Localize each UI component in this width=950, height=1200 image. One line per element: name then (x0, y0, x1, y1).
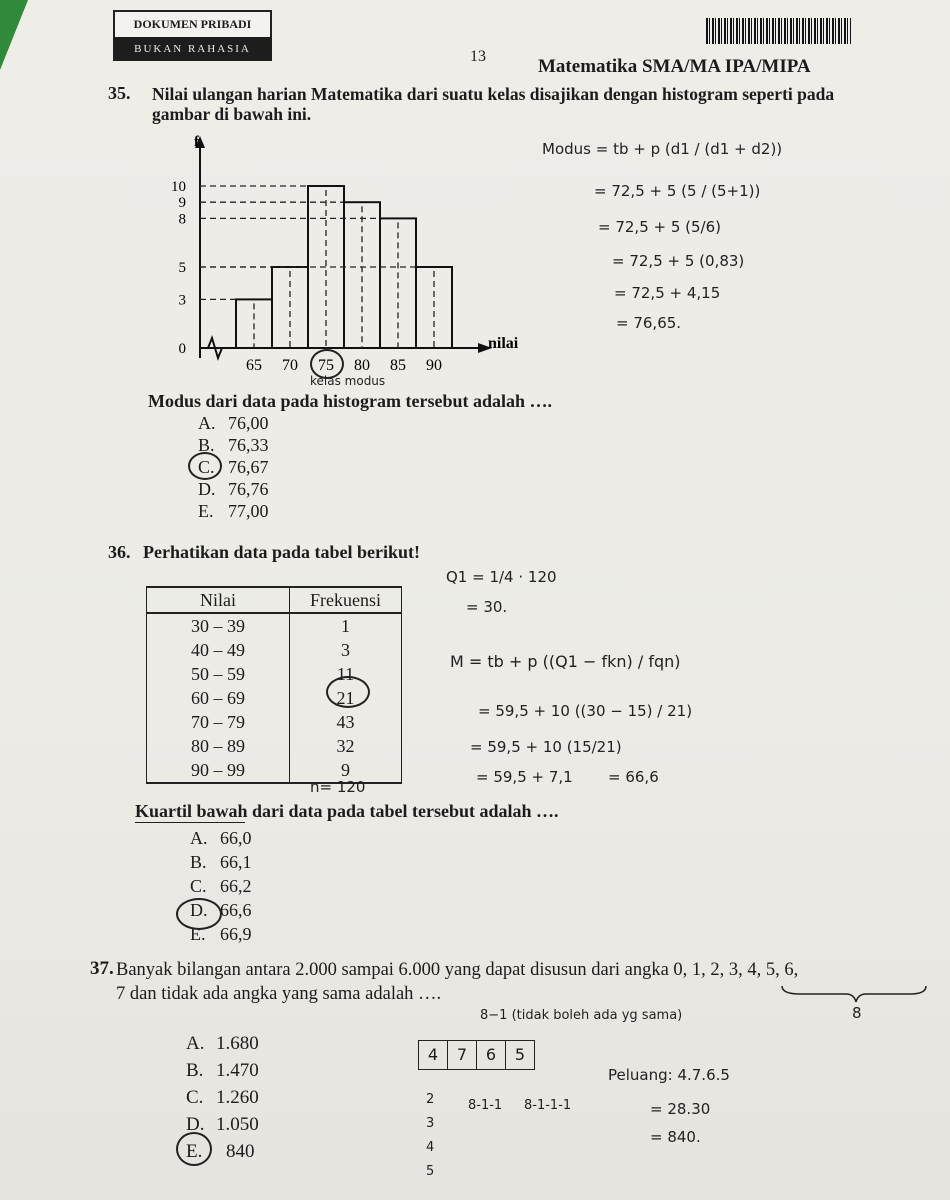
cell-frekuensi: 43 (290, 710, 402, 734)
doc-sub-label: BUKAN RAHASIA (113, 37, 272, 61)
cell-nilai: 60 – 69 (147, 686, 290, 710)
table-row (147, 710, 402, 734)
q36-option-e[interactable]: E. 66,9 (190, 924, 252, 944)
header-frekuensi: Frekuensi (290, 587, 402, 613)
q35-option-c[interactable]: C. 76,67 (198, 457, 269, 477)
histogram-bar (344, 202, 380, 348)
hw-m-step3: = 59,5 + 7,1 (476, 768, 573, 786)
q36-option-d[interactable]: D. 66,6 (190, 900, 252, 920)
hw-calc2: = 840. (650, 1128, 701, 1146)
hw-q1-b: = 30. (466, 598, 508, 616)
hw-modus-formula: Modus = tb + p (d1 / (d1 + d2)) (542, 140, 783, 158)
q37-option-b[interactable]: B. 1.470 (186, 1060, 259, 1081)
hw-modus-step1: = 72,5 + 5 (5 / (5+1)) (594, 182, 761, 200)
hw-note: 8−1 (tidak boleh ada yg sama) (480, 1008, 683, 1023)
header-nilai: Nilai (147, 587, 290, 613)
table-row (147, 638, 402, 662)
hw-brace-count: 8 (852, 1004, 862, 1022)
q36-option-c[interactable]: C. 66,2 (190, 876, 252, 896)
hw-m-result: = 66,6 (608, 768, 659, 786)
q37-option-c[interactable]: C. 1.260 (186, 1087, 259, 1108)
q36-option-b[interactable]: B. 66,1 (190, 852, 252, 872)
digit-box: 5 (514, 1045, 526, 1064)
y-tick-label: 0 (178, 341, 186, 357)
q37-text-line2: 7 dan tidak ada angka yang sama adalah …. (116, 984, 442, 1004)
cell-frekuensi: 9 (290, 758, 402, 783)
hw-m-step2: = 59,5 + 10 (15/21) (470, 738, 622, 756)
digit-box: 4 (419, 1041, 448, 1069)
y-tick-label: 9 (178, 195, 186, 212)
digit-boxes (418, 1040, 535, 1070)
page-number: 13 (470, 48, 486, 65)
q35-option-d[interactable]: D. 76,76 (198, 479, 269, 499)
cell-nilai: 30 – 39 (147, 613, 290, 638)
q35-option-e[interactable]: E. 77,00 (198, 501, 269, 521)
cell-nilai: 50 – 59 (147, 662, 290, 686)
table-row (147, 734, 402, 758)
cell-frekuensi: 32 (290, 734, 402, 758)
q35-option-a[interactable]: A. 76,00 (198, 413, 269, 433)
brace-shape (782, 986, 926, 1002)
cell-frekuensi: 1 (290, 613, 402, 638)
cell-frekuensi: 21 (290, 686, 402, 710)
hw-first-digits: 2 3 4 5 (426, 1092, 435, 1179)
table-row (147, 613, 402, 638)
hw-modus-step5: = 76,65. (616, 314, 682, 332)
q37-number: 37. (90, 958, 114, 979)
hw-modus-step4: = 72,5 + 4,15 (614, 284, 721, 302)
cell-nilai: 40 – 49 (147, 638, 290, 662)
y-tick-label: 3 (178, 292, 186, 309)
q35-text (152, 84, 872, 124)
digits-brace (780, 984, 930, 1004)
digit-box: 6 (477, 1041, 506, 1069)
green-corner (0, 0, 28, 70)
x-tick-label: 80 (354, 357, 370, 374)
answer-circle-q36 (176, 898, 222, 930)
cell-nilai: 90 – 99 (147, 758, 290, 783)
x-tick-label: 85 (390, 357, 406, 374)
circle-mark-21 (326, 676, 370, 708)
cell-frekuensi: 3 (290, 638, 402, 662)
kelas-modus-note: kelas modus (310, 374, 386, 388)
n-note: n= 120 (310, 778, 366, 796)
hw-q1-a: Q1 = 1/4 · 120 (446, 568, 557, 586)
q35-option-b[interactable]: B. 76,33 (198, 435, 269, 455)
q37-option-e[interactable]: E. 840 (186, 1141, 255, 1162)
y-tick-label: 5 (178, 260, 186, 276)
q36-question: Kuartil bawah dari data pada tabel tersebut adalah …. (135, 801, 559, 821)
barcode (706, 18, 851, 44)
hw-m-formula: M = tb + p ((Q1 − fkn) / fqn) (450, 652, 681, 671)
digit-box: 7 (448, 1041, 477, 1069)
cell-frekuensi: 11 (290, 662, 402, 686)
hw-calc1: = 28.30 (650, 1100, 711, 1118)
cell-nilai: 70 – 79 (147, 710, 290, 734)
underline-kuartil-bawah (135, 822, 245, 823)
y-tick-label: 10 (171, 179, 186, 195)
table-header-row (147, 587, 402, 613)
cell-nilai: 80 – 89 (147, 734, 290, 758)
answer-circle-q37 (176, 1132, 212, 1166)
q35-number: 35. (108, 83, 131, 103)
hw-peluang: Peluang: 4.7.6.5 (608, 1066, 730, 1084)
answer-circle-q35 (188, 452, 222, 480)
q35-text-line1: Nilai ulangan harian Matematika dari suatu kelas disajikan dengan histogram seperti pada (152, 84, 835, 104)
q37-text-line1: Banyak bilangan antara 2.000 sampai 6.000 yang dapat disusun dari angka 0, 1, 2, 3, 4, 5, 6, (116, 960, 799, 980)
hw-modus-step3: = 72,5 + 5 (0,83) (612, 252, 745, 270)
x-tick-label: 75 (318, 357, 334, 374)
q37-option-a[interactable]: A. 1.680 (186, 1033, 259, 1054)
y-axis-label: f (194, 134, 199, 150)
hw-below2: 8-1-1-1 (524, 1098, 572, 1113)
q36-text: Perhatikan data pada tabel berikut! (143, 542, 421, 562)
hw-below1: 8-1-1 (468, 1098, 503, 1113)
q35-question: Modus dari data pada histogram tersebut adalah …. (148, 391, 553, 411)
subject-title: Matematika SMA/MA IPA/MIPA (538, 56, 811, 77)
x-tick-label: 65 (246, 357, 262, 374)
q36-number: 36. (108, 542, 131, 562)
q36-option-a[interactable]: A. 66,0 (190, 828, 252, 848)
q37-text (116, 958, 798, 1006)
doc-label: DOKUMEN PRIBADI (113, 10, 272, 39)
y-tick-label: 8 (178, 211, 186, 228)
q35-text-line2: gambar di bawah ini. (152, 104, 312, 124)
x-axis-label: nilai (488, 335, 519, 352)
hw-modus-step2: = 72,5 + 5 (5/6) (598, 218, 721, 236)
x-tick-label: 70 (282, 357, 298, 374)
hw-m-step1: = 59,5 + 10 ((30 − 15) / 21) (478, 702, 693, 720)
q37-option-d[interactable]: D. 1.050 (186, 1114, 259, 1135)
x-tick-label: 90 (426, 357, 442, 374)
